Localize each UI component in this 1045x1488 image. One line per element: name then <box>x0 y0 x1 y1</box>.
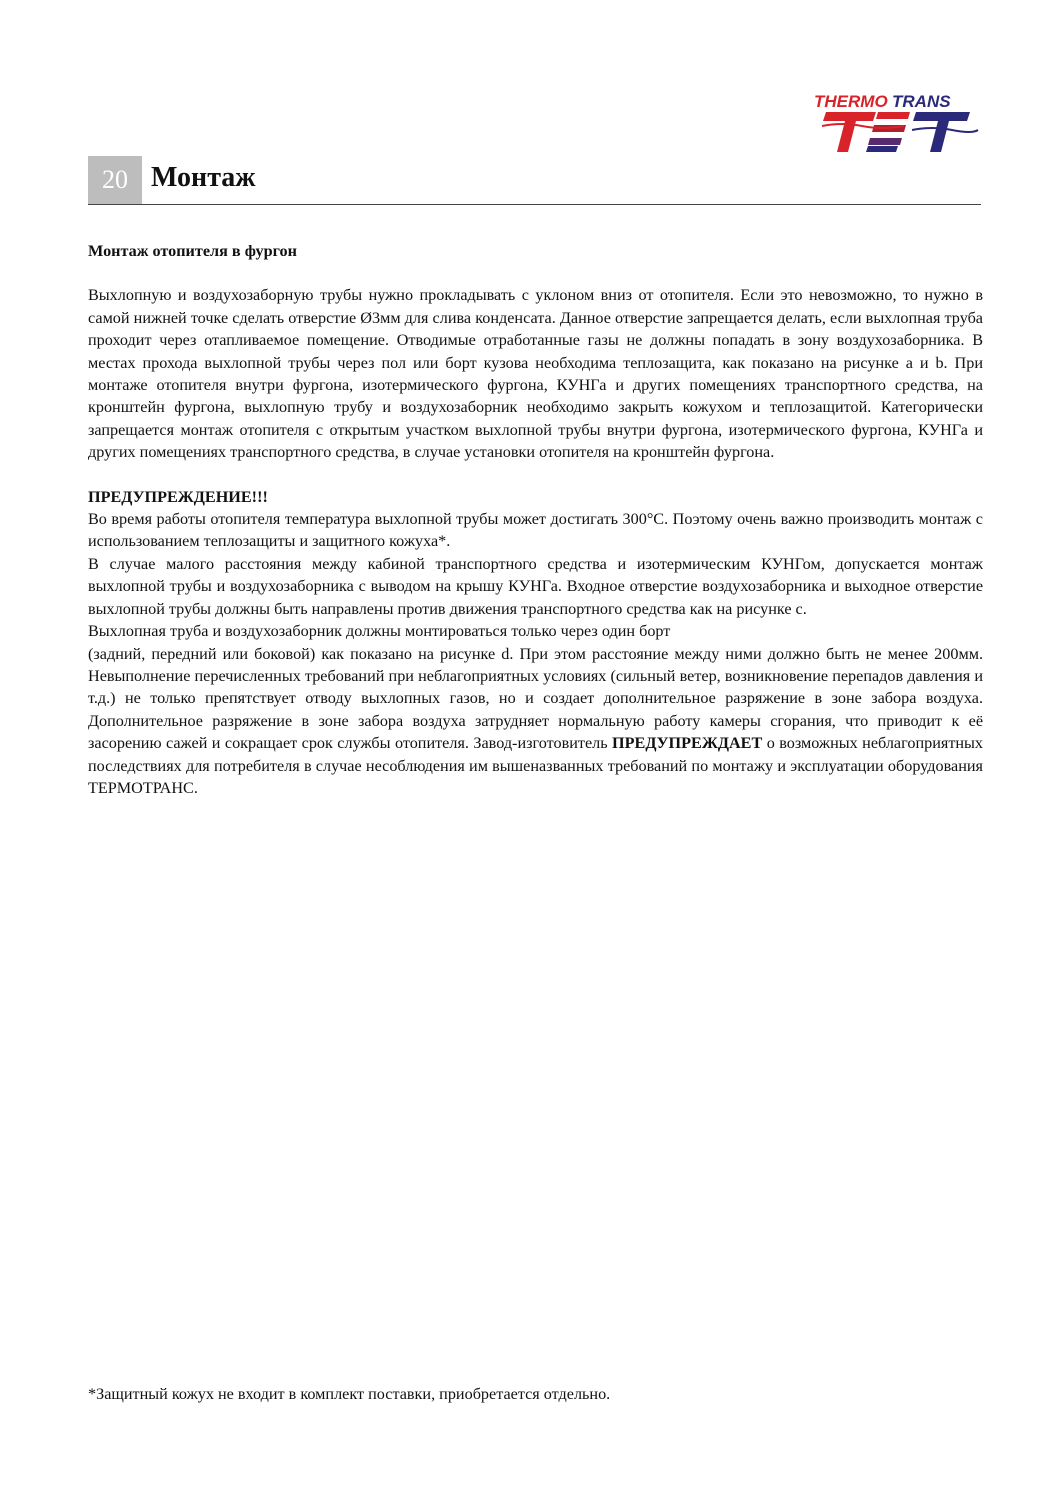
warning-text: Во время работы отопителя температура выхлопной трубы может достигать 300°С. Поэтому очень важно производить монтаж с использованием теплозащиты и защитного кожуха*. <box>88 510 983 551</box>
paragraph-one-side-line: Выхлопная труба и воздухозаборник должны монтироваться только через один борт <box>88 622 671 641</box>
logo-emblem-icon <box>822 112 978 152</box>
thermotrans-logo <box>812 90 980 156</box>
paragraph-roof-mount: В случае малого расстояния между кабиной транспортного средства и изотермическим КУНГом, допускается монтаж выхлопной трубы и воздухозаборника с выводом на крышу КУНГа. Входное отверстие воздухозаборника и выходное отверстие выхлопной трубы должны быть направлены против движения транспортного средства как на рисунке c. <box>88 554 983 618</box>
section-title: Монтаж <box>151 162 256 193</box>
logo-wordmark-trans: TRANS <box>892 92 951 111</box>
page-header <box>88 156 981 205</box>
paragraph-one-side <box>88 643 983 800</box>
warning-heading: ПРЕДУПРЕЖДЕНИЕ!!! <box>88 487 268 506</box>
subheading: Монтаж отопителя в фургон <box>88 242 297 260</box>
page-number: 20 <box>88 156 142 204</box>
paragraph-one-side-warning-word: ПРЕДУПРЕЖДАЕТ <box>612 734 763 753</box>
footnote: *Защитный кожух не входит в комплект поставки, приобретается отдельно. <box>88 1385 611 1403</box>
paragraph-installation: Выхлопную и воздухозаборную трубы нужно прокладывать с уклоном вниз от отопителя. Если это невозможно, то нужно в самой нижней точке сделать отверстие Ø3мм для слива конденсата. Данное отверстие запрещается делать, если выхлопная труба проходит через отапливаемое помещение. Отводимые отработанные газы не должны попадать в зону воздухозаборника. В местах прохода выхлопной трубы через пол или борт кузова необходима теплозащита, как показано на рисунке a и b. При монтаже отопителя внутри фургона, изотермического фургона, КУНГа и других помещениях транспортного средства, на кронштейн фургона, выхлопную трубу и воздухозаборник необходимо закрыть кожухом и теплозащитой. Категорически запрещается монтаж отопителя с открытым участком выхлопной трубы внутри фургона, изотермического фургона, КУНГа и других помещениях транспортного средства, в случае установки отопителя на кронштейн фургона. <box>88 286 983 462</box>
paragraph-one-side-text-a: (задний, передний или боковой) как показано на рисунке d. При этом расстояние между ними должно быть не менее 200мм. Невыполнение перечисленных требований при неблагоприятных условиях (сильный ветер, возникновение перепадов давления и т.д.) не только препятствует отводу выхлопных газов, но и создает дополнительное разряжение в зоне забора воздуха. Дополнительное разряжение в зоне забора воздуха затрудняет нормальную работу камеры сгорания, что приводит к её засорению сажей и сокращает срок службы отопителя. Завод-изготовитель <box>88 644 983 753</box>
main-content <box>88 240 983 799</box>
paragraph-one-side-text-b: о возможных неблагоприятных последствиях для потребителя в случае несоблюдения им вышеназванных требований по монтажу и эксплуатации оборудования ТЕРМОТРАНС. <box>88 734 984 797</box>
thermotrans-logo-graphic <box>812 90 980 156</box>
logo-wordmark-thermo: THERMO <box>814 92 888 111</box>
